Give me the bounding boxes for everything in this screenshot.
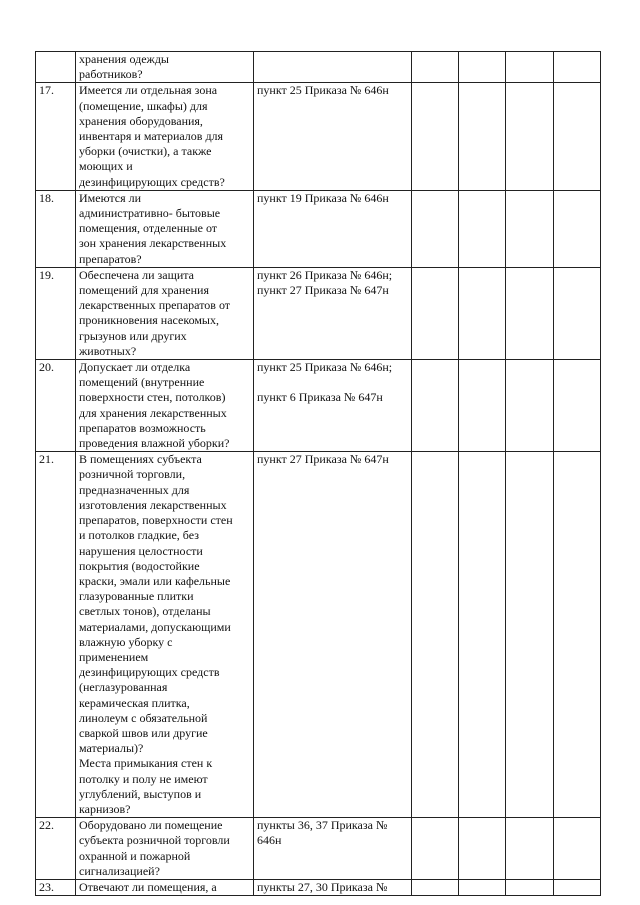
answer-cell [459,267,506,359]
requirement-question: Имеются ли административно- бытовые помещения, отделенные от зон хранения лекарственных препаратов? [76,190,254,267]
answer-cell [506,880,554,896]
answer-cell [506,267,554,359]
answer-cell [554,360,601,452]
answer-cell [459,818,506,880]
row-number: 17. [36,83,76,190]
requirement-question: Отвечают ли помещения, а [76,880,254,896]
table-row [36,83,601,190]
answer-cell [554,452,601,818]
answer-cell [554,83,601,190]
table-row [36,267,601,359]
legal-reference [254,52,412,83]
answer-cell [412,83,459,190]
answer-cell [506,190,554,267]
answer-cell [412,267,459,359]
row-number: 22. [36,818,76,880]
table-row [36,52,601,83]
table-row [36,880,601,896]
legal-reference: пункт 27 Приказа № 647н [254,452,412,818]
answer-cell [459,83,506,190]
answer-cell [506,83,554,190]
legal-reference: пункт 25 Приказа № 646н [254,83,412,190]
row-number: 18. [36,190,76,267]
answer-cell [554,818,601,880]
requirement-question: Оборудовано ли помещение субъекта розничной торговли охранной и пожарной сигнализацией? [76,818,254,880]
table-row [36,360,601,452]
legal-reference: пункты 36, 37 Приказа № 646н [254,818,412,880]
answer-cell [506,52,554,83]
row-number [36,52,76,83]
requirement-question: Имеется ли отдельная зона (помещение, шкафы) для хранения оборудования, инвентаря и материалов для уборки (очистки), а также моющих и дезинфицирующих средств? [76,83,254,190]
table-row [36,452,601,818]
requirement-question: Обеспечена ли защита помещений для хранения лекарственных препаратов от проникновения насекомых, грызунов или других животных? [76,267,254,359]
requirement-question: В помещениях субъекта розничной торговли, предназначенных для изготовления лекарственных препаратов, поверхности стен и потолков гладкие, без нарушения целостности покрытия (водостойкие краски, эмали или кафельные глазурованные плитки светлых тонов), отделаны материалами, допускающими влажную уборку с применением дезинфицирующих средств (неглазурованная керамическая плитка, линолеум с обязательной сваркой швов или другие материалы)? Места примыкания стен к потолку и полу не имеют углублений, выступов и карнизов? [76,452,254,818]
answer-cell [459,360,506,452]
answer-cell [506,818,554,880]
requirement-question: хранения одежды работников? [76,52,254,83]
answer-cell [459,880,506,896]
answer-cell [412,52,459,83]
row-number: 20. [36,360,76,452]
row-number: 19. [36,267,76,359]
answer-cell [412,190,459,267]
legal-reference: пункты 27, 30 Приказа № [254,880,412,896]
answer-cell [554,880,601,896]
row-number: 21. [36,452,76,818]
answer-cell [412,360,459,452]
answer-cell [506,452,554,818]
answer-cell [554,190,601,267]
answer-cell [412,880,459,896]
answer-cell [459,190,506,267]
answer-cell [459,452,506,818]
answer-cell [412,818,459,880]
answer-cell [412,452,459,818]
answer-cell [506,360,554,452]
requirement-question: Допускает ли отделка помещений (внутренние поверхности стен, потолков) для хранения лекарственных препаратов возможность проведения влажной уборки? [76,360,254,452]
legal-reference: пункт 26 Приказа № 646н; пункт 27 Приказа № 647н [254,267,412,359]
answer-cell [459,52,506,83]
table-row [36,190,601,267]
answer-cell [554,267,601,359]
row-number: 23. [36,880,76,896]
table-row [36,818,601,880]
legal-reference: пункт 19 Приказа № 646н [254,190,412,267]
legal-reference: пункт 25 Приказа № 646н; пункт 6 Приказа № 647н [254,360,412,452]
answer-cell [554,52,601,83]
checklist-table [35,51,601,896]
